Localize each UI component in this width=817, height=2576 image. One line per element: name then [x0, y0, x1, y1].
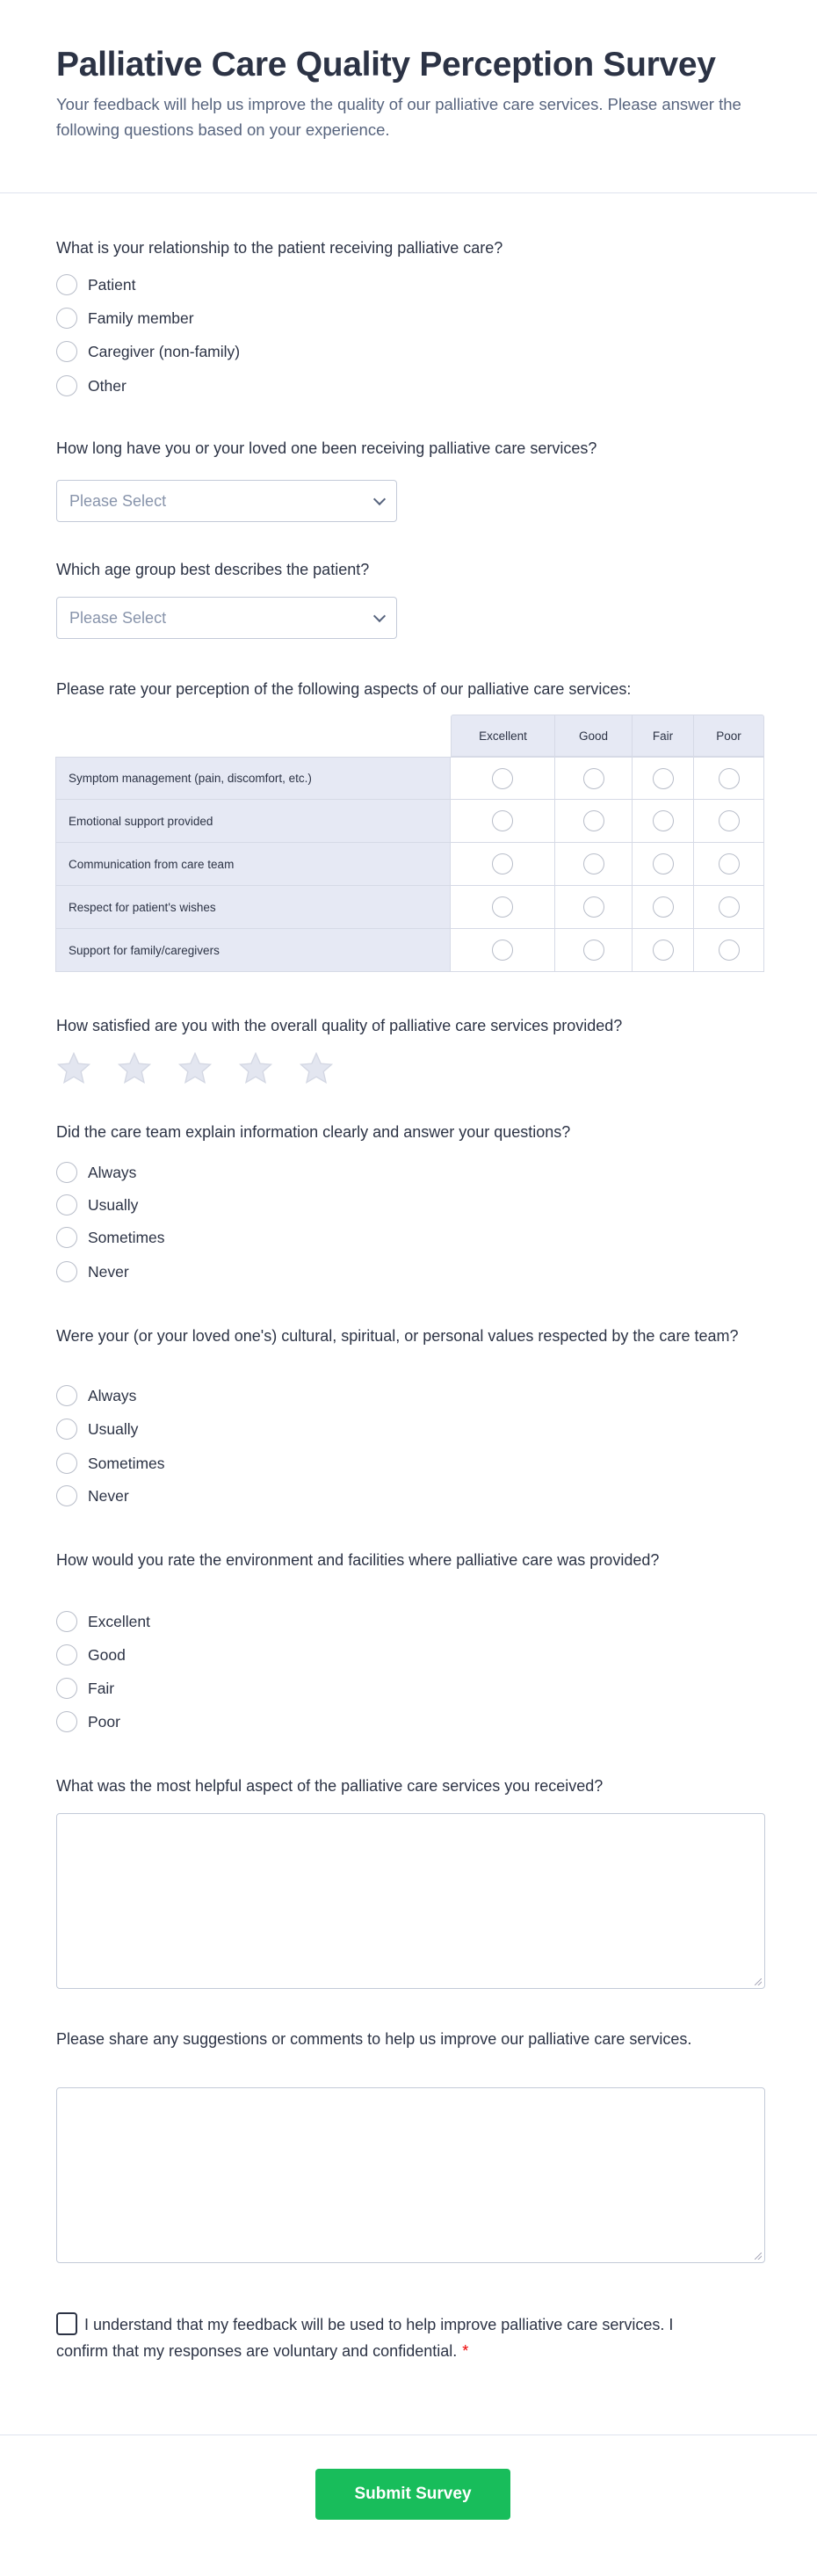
q1-option-other[interactable] — [56, 374, 127, 398]
radio-button[interactable] — [56, 1194, 77, 1215]
q10-label: Please share any suggestions or comments to help us improve our palliative care services. — [56, 2030, 692, 2048]
matrix-row-label: Emotional support provided — [55, 800, 451, 843]
q7-label: Were your (or your loved one's) cultural, spiritual, or personal values respected by the care team? — [56, 1327, 739, 1345]
matrix-cell[interactable] — [451, 886, 555, 929]
consent-text: I understand that my feedback will be used to help improve palliative care services. I confirm that my responses are voluntary and confidential. — [56, 2316, 674, 2360]
header-divider — [0, 192, 817, 193]
q6-option-always[interactable] — [56, 1160, 136, 1185]
matrix-radio-good[interactable] — [583, 940, 604, 961]
matrix-cell[interactable] — [451, 757, 555, 800]
matrix-cell[interactable] — [555, 757, 633, 800]
matrix-cell[interactable] — [633, 886, 694, 929]
matrix-radio-poor[interactable] — [719, 896, 740, 918]
matrix-radio-poor[interactable] — [719, 853, 740, 874]
matrix-radio-fair[interactable] — [653, 853, 674, 874]
option-label: Good — [88, 1645, 126, 1664]
matrix-label: Please rate your perception of the following aspects of our palliative care services: — [56, 680, 632, 698]
matrix-row-label: Support for family/caregivers — [55, 929, 451, 972]
matrix-radio-poor[interactable] — [719, 810, 740, 831]
page-subtitle: Your feedback will help us improve the quality of our palliative care services. Please answer the following questions based on your experience. — [56, 95, 741, 139]
page-title: Palliative Care Quality Perception Survey — [56, 46, 716, 83]
matrix-row-label: Communication from care team — [55, 843, 451, 886]
option-label: Usually — [88, 1195, 139, 1214]
radio-button[interactable] — [56, 1419, 77, 1440]
submit-survey-button[interactable]: Submit Survey — [315, 2469, 510, 2520]
matrix-radio-excellent[interactable] — [492, 768, 513, 789]
q6-option-sometimes[interactable] — [56, 1225, 165, 1250]
matrix-cell[interactable] — [694, 800, 764, 843]
resize-handle-icon[interactable] — [755, 2253, 762, 2260]
q1-option-caregiver-non-family-[interactable] — [56, 339, 240, 364]
matrix-radio-excellent[interactable] — [492, 853, 513, 874]
matrix-cell[interactable] — [694, 843, 764, 886]
q3-label: Which age group best describes the patient? — [56, 561, 370, 578]
matrix-row-label: Respect for patient's wishes — [55, 886, 451, 929]
q8-option-excellent[interactable] — [56, 1609, 150, 1634]
matrix-cell[interactable] — [633, 800, 694, 843]
star-icon[interactable] — [299, 1051, 334, 1086]
q7-option-sometimes[interactable] — [56, 1451, 165, 1476]
star-icon[interactable] — [238, 1051, 273, 1086]
helpful-aspect-textarea[interactable] — [56, 1813, 765, 1989]
matrix-cell[interactable] — [451, 800, 555, 843]
q8-label: How would you rate the environment and facilities where palliative care was provided? — [56, 1551, 660, 1569]
radio-button[interactable] — [56, 1711, 77, 1732]
matrix-radio-good[interactable] — [583, 810, 604, 831]
radio-button[interactable] — [56, 1453, 77, 1474]
option-label: Sometimes — [88, 1454, 165, 1472]
chevron-down-icon — [373, 609, 386, 621]
matrix-radio-fair[interactable] — [653, 768, 674, 789]
radio-button[interactable] — [56, 308, 77, 329]
option-label: Poor — [88, 1712, 120, 1731]
matrix-row — [55, 929, 764, 972]
select-placeholder: Please Select — [69, 491, 167, 510]
matrix-row — [55, 886, 764, 929]
matrix-cell[interactable] — [633, 843, 694, 886]
consent-field — [56, 2311, 680, 2364]
star-icon[interactable] — [177, 1051, 213, 1086]
q1-option-patient[interactable] — [56, 272, 135, 297]
rating-matrix — [55, 715, 764, 972]
matrix-radio-good[interactable] — [583, 896, 604, 918]
matrix-radio-poor[interactable] — [719, 768, 740, 789]
radio-button[interactable] — [56, 1162, 77, 1183]
matrix-radio-fair[interactable] — [653, 940, 674, 961]
matrix-row-label: Symptom management (pain, discomfort, etc.) — [55, 757, 451, 800]
q1-label: What is your relationship to the patient receiving palliative care? — [56, 239, 503, 257]
matrix-col-poor: Poor — [694, 715, 764, 757]
matrix-col-good: Good — [555, 715, 633, 757]
option-label: Usually — [88, 1419, 139, 1438]
q6-label: Did the care team explain information clearly and answer your questions? — [56, 1123, 571, 1141]
radio-button[interactable] — [56, 1385, 77, 1406]
chevron-down-icon — [373, 492, 386, 504]
radio-button[interactable] — [56, 1261, 77, 1282]
q8-option-poor[interactable] — [56, 1709, 120, 1734]
matrix-corner — [55, 715, 451, 757]
matrix-radio-excellent[interactable] — [492, 810, 513, 831]
rating-label: How satisfied are you with the overall quality of palliative care services provided? — [56, 1017, 623, 1034]
q8-option-fair[interactable] — [56, 1676, 114, 1701]
option-label: Always — [88, 1386, 137, 1404]
q2-label: How long have you or your loved one been receiving palliative care services? — [56, 439, 597, 457]
radio-button[interactable] — [56, 1227, 77, 1248]
q9-label: What was the most helpful aspect of the palliative care services you received? — [56, 1777, 604, 1795]
matrix-radio-good[interactable] — [583, 853, 604, 874]
radio-button[interactable] — [56, 1644, 77, 1665]
age-group-select[interactable] — [56, 597, 397, 639]
option-label: Other — [88, 376, 127, 395]
star-icon[interactable] — [56, 1051, 91, 1086]
matrix-cell[interactable] — [694, 929, 764, 972]
q7-option-never[interactable] — [56, 1484, 129, 1508]
matrix-radio-excellent[interactable] — [492, 940, 513, 961]
option-label: Family member — [88, 308, 194, 327]
matrix-row — [55, 757, 764, 800]
star-rating — [56, 1051, 334, 1086]
matrix-cell[interactable] — [451, 843, 555, 886]
radio-button[interactable] — [56, 1678, 77, 1699]
option-label: Fair — [88, 1679, 115, 1697]
matrix-radio-good[interactable] — [583, 768, 604, 789]
q7-option-usually[interactable] — [56, 1417, 138, 1441]
matrix-row — [55, 843, 764, 886]
matrix-cell[interactable] — [451, 929, 555, 972]
matrix-row — [55, 800, 764, 843]
matrix-cell[interactable] — [694, 757, 764, 800]
option-label: Always — [88, 1163, 137, 1181]
matrix-cell[interactable] — [555, 800, 633, 843]
option-label: Excellent — [88, 1612, 151, 1630]
select-placeholder: Please Select — [69, 608, 167, 627]
matrix-cell[interactable] — [555, 929, 633, 972]
matrix-radio-fair[interactable] — [653, 896, 674, 918]
option-label: Sometimes — [88, 1228, 165, 1246]
suggestions-textarea[interactable] — [56, 2087, 765, 2263]
matrix-radio-fair[interactable] — [653, 810, 674, 831]
matrix-cell[interactable] — [633, 757, 694, 800]
q6-option-never[interactable] — [56, 1259, 129, 1284]
radio-button[interactable] — [56, 341, 77, 362]
matrix-col-excellent: Excellent — [451, 715, 555, 757]
q6-option-usually[interactable] — [56, 1193, 138, 1217]
care-duration-select[interactable] — [56, 480, 397, 522]
option-label: Caregiver (non-family) — [88, 342, 241, 360]
radio-button[interactable] — [56, 274, 77, 295]
q1-option-family-member[interactable] — [56, 306, 194, 330]
matrix-radio-excellent[interactable] — [492, 896, 513, 918]
radio-button[interactable] — [56, 1611, 77, 1632]
matrix-cell[interactable] — [555, 886, 633, 929]
q7-option-always[interactable] — [56, 1383, 136, 1408]
required-asterisk: * — [462, 2342, 469, 2360]
star-icon[interactable] — [117, 1051, 152, 1086]
matrix-radio-poor[interactable] — [719, 940, 740, 961]
option-label: Never — [88, 1486, 129, 1505]
option-label: Never — [88, 1262, 129, 1281]
consent-checkbox[interactable] — [56, 2312, 77, 2335]
q8-option-good[interactable] — [56, 1643, 126, 1667]
matrix-cell[interactable] — [694, 886, 764, 929]
resize-handle-icon[interactable] — [755, 1978, 762, 1985]
matrix-cell[interactable] — [555, 843, 633, 886]
radio-button[interactable] — [56, 1485, 77, 1506]
matrix-cell[interactable] — [633, 929, 694, 972]
option-label: Patient — [88, 275, 136, 294]
matrix-col-fair: Fair — [633, 715, 694, 757]
radio-button[interactable] — [56, 375, 77, 396]
